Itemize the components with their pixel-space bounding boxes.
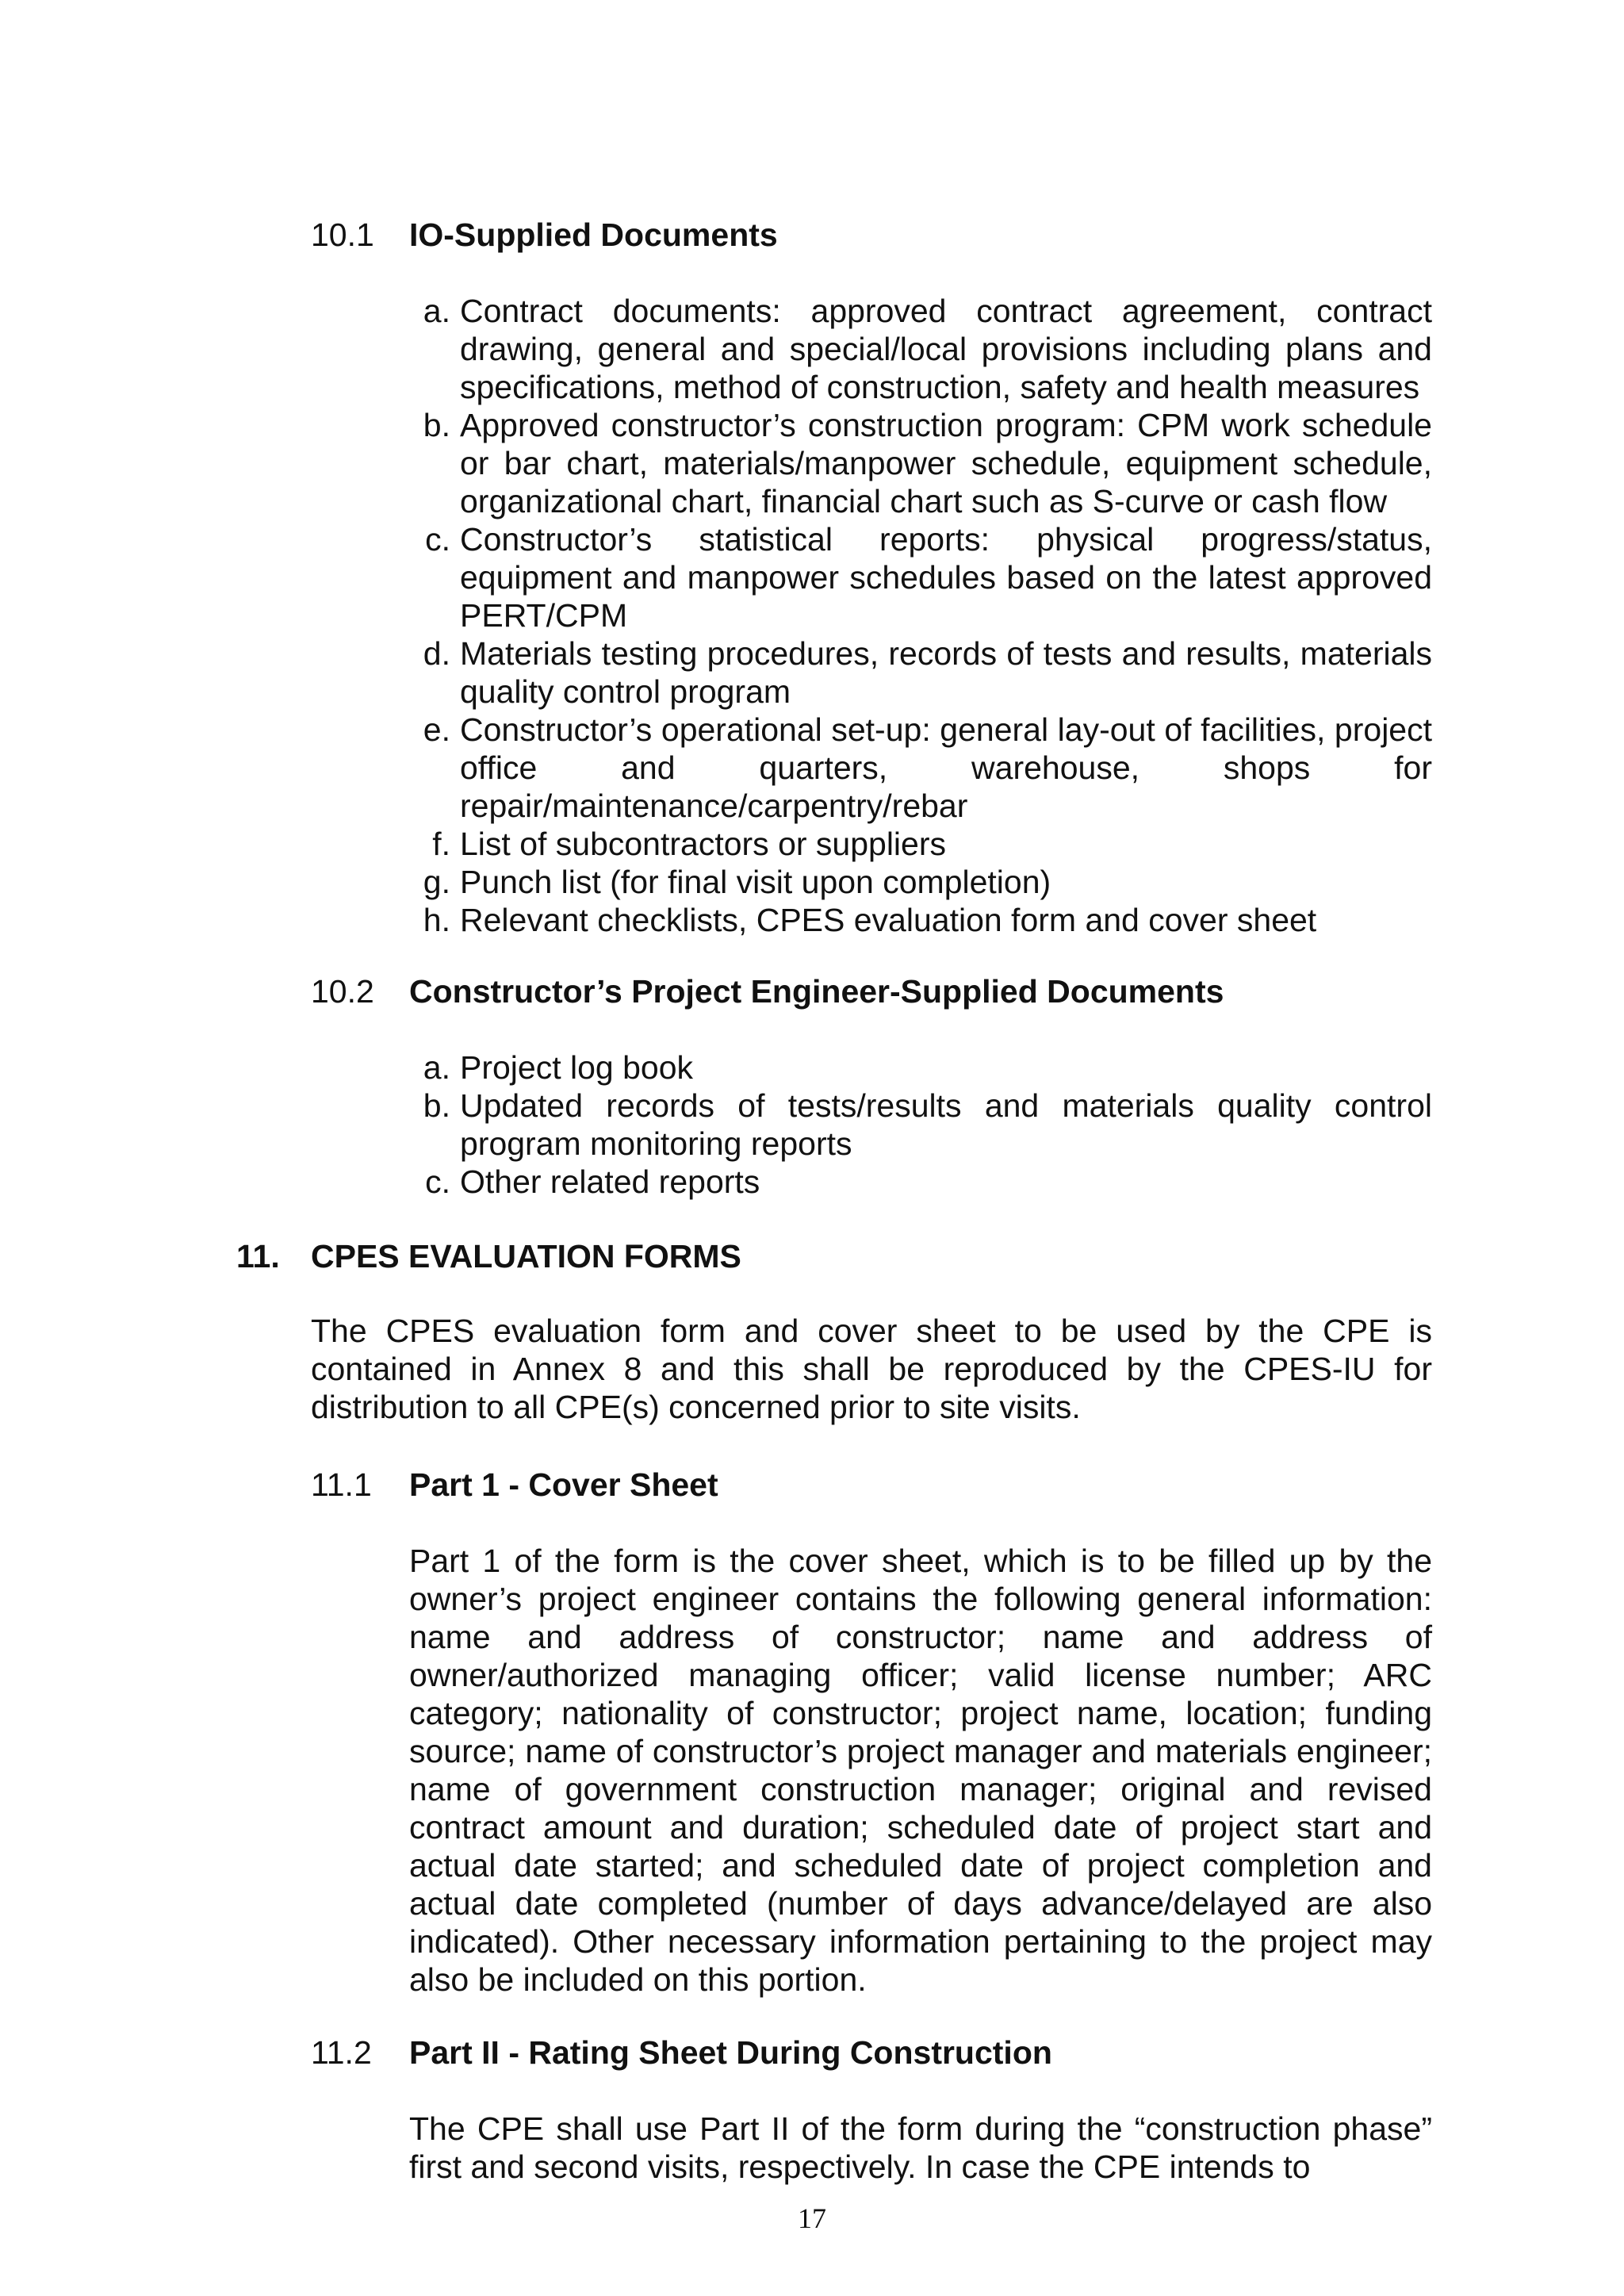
section-10-2-heading xyxy=(311,972,1224,1010)
section-10-1-list xyxy=(409,292,1432,939)
list-item xyxy=(409,634,1432,711)
list-item-text: List of subcontractors or suppliers xyxy=(460,826,946,862)
section-11-heading xyxy=(236,1237,741,1275)
list-item-text: Constructor’s operational set-up: general lay-out of facilities, project office and quarters, warehouse, shops for repair/maintenance/carpentry/rebar xyxy=(460,711,1432,824)
list-item-text: Contract documents: approved contract agreement, contract drawing, general and special/local provisions including plans and specifications, method of construction, safety and health measures xyxy=(460,293,1432,405)
list-item-letter: g. xyxy=(423,864,450,900)
list-item xyxy=(409,520,1432,634)
section-11-1-paragraph: Part 1 of the form is the cover sheet, which is to be filled up by the owner’s project engineer contains the following general information: name and address of constructor; name and address of owner/authorized managing officer; valid license number; ARC category; nationality of constructor; project name, location; funding source; name of constructor’s project manager and materials engineer; name of government construction manager; original and revised contract amount and duration; scheduled date of project start and actual date started; and scheduled date of project completion and actual date completed (number of days advance/delayed are also indicated). Other necessary information pertaining to the project may also be included on this portion. xyxy=(409,1543,1432,1998)
list-item-text: Other related reports xyxy=(460,1163,760,1200)
list-item-text: Approved constructor’s construction program: CPM work schedule or bar chart, materials/manpower schedule, equipment schedule, organizational chart, financial chart such as S-curve or cash flow xyxy=(460,407,1432,519)
list-item-text: Relevant checklists, CPES evaluation form and cover sheet xyxy=(460,902,1317,938)
section-title: CPES EVALUATION FORMS xyxy=(311,1238,741,1274)
section-title: Part 1 - Cover Sheet xyxy=(409,1466,718,1503)
list-item-letter: e. xyxy=(423,711,450,748)
section-number: 10.2 xyxy=(311,973,374,1010)
section-number: 11.1 xyxy=(311,1466,372,1503)
section-11-2-paragraph: The CPE shall use Part II of the form during the “construction phase” first and second visits, respectively. In case the CPE intends to xyxy=(409,2110,1432,2185)
list-item-letter: b. xyxy=(423,407,450,443)
list-item-text: Updated records of tests/results and materials quality control program monitoring reports xyxy=(460,1087,1432,1162)
section-number: 10.1 xyxy=(311,217,374,253)
list-item xyxy=(409,711,1432,825)
section-11-2-heading xyxy=(311,2033,1052,2072)
section-number: 11. xyxy=(236,1238,280,1274)
section-11-1-heading xyxy=(311,1466,718,1504)
section-title: IO-Supplied Documents xyxy=(409,217,778,253)
list-item-letter: a. xyxy=(423,1049,450,1086)
list-item-letter: d. xyxy=(423,635,450,672)
section-10-1-heading xyxy=(311,216,778,254)
list-item xyxy=(409,406,1432,520)
list-item-letter: f. xyxy=(432,826,450,862)
section-number: 11.2 xyxy=(311,2034,372,2071)
list-item xyxy=(409,1087,1432,1163)
section-title: Part II - Rating Sheet During Construction xyxy=(409,2034,1052,2071)
list-item-text: Constructor’s statistical reports: physical progress/status, equipment and manpower schedules based on the latest approved PERT/CPM xyxy=(460,521,1432,634)
list-item-letter: c. xyxy=(425,521,450,558)
list-item xyxy=(409,292,1432,406)
page-number: 17 xyxy=(798,2202,826,2234)
section-11-paragraph: The CPES evaluation form and cover sheet to be used by the CPE is contained in Annex 8 and this shall be reproduced by the CPES-IU for distribution to all CPE(s) concerned prior to site visits. xyxy=(311,1313,1432,1425)
list-item-letter: a. xyxy=(423,293,450,329)
list-item-text: Project log book xyxy=(460,1049,694,1086)
section-title: Constructor’s Project Engineer-Supplied Documents xyxy=(409,973,1224,1010)
list-item-letter: c. xyxy=(425,1163,450,1200)
list-item-letter: h. xyxy=(423,902,450,938)
list-item xyxy=(409,1163,1432,1201)
list-item-text: Materials testing procedures, records of tests and results, materials quality control program xyxy=(460,635,1432,710)
section-10-2-list xyxy=(409,1048,1432,1201)
list-item xyxy=(409,825,1432,863)
list-item xyxy=(409,863,1432,901)
list-item xyxy=(409,901,1432,939)
list-item-text: Punch list (for final visit upon completion) xyxy=(460,864,1051,900)
list-item-letter: b. xyxy=(423,1087,450,1124)
list-item xyxy=(409,1048,1432,1087)
